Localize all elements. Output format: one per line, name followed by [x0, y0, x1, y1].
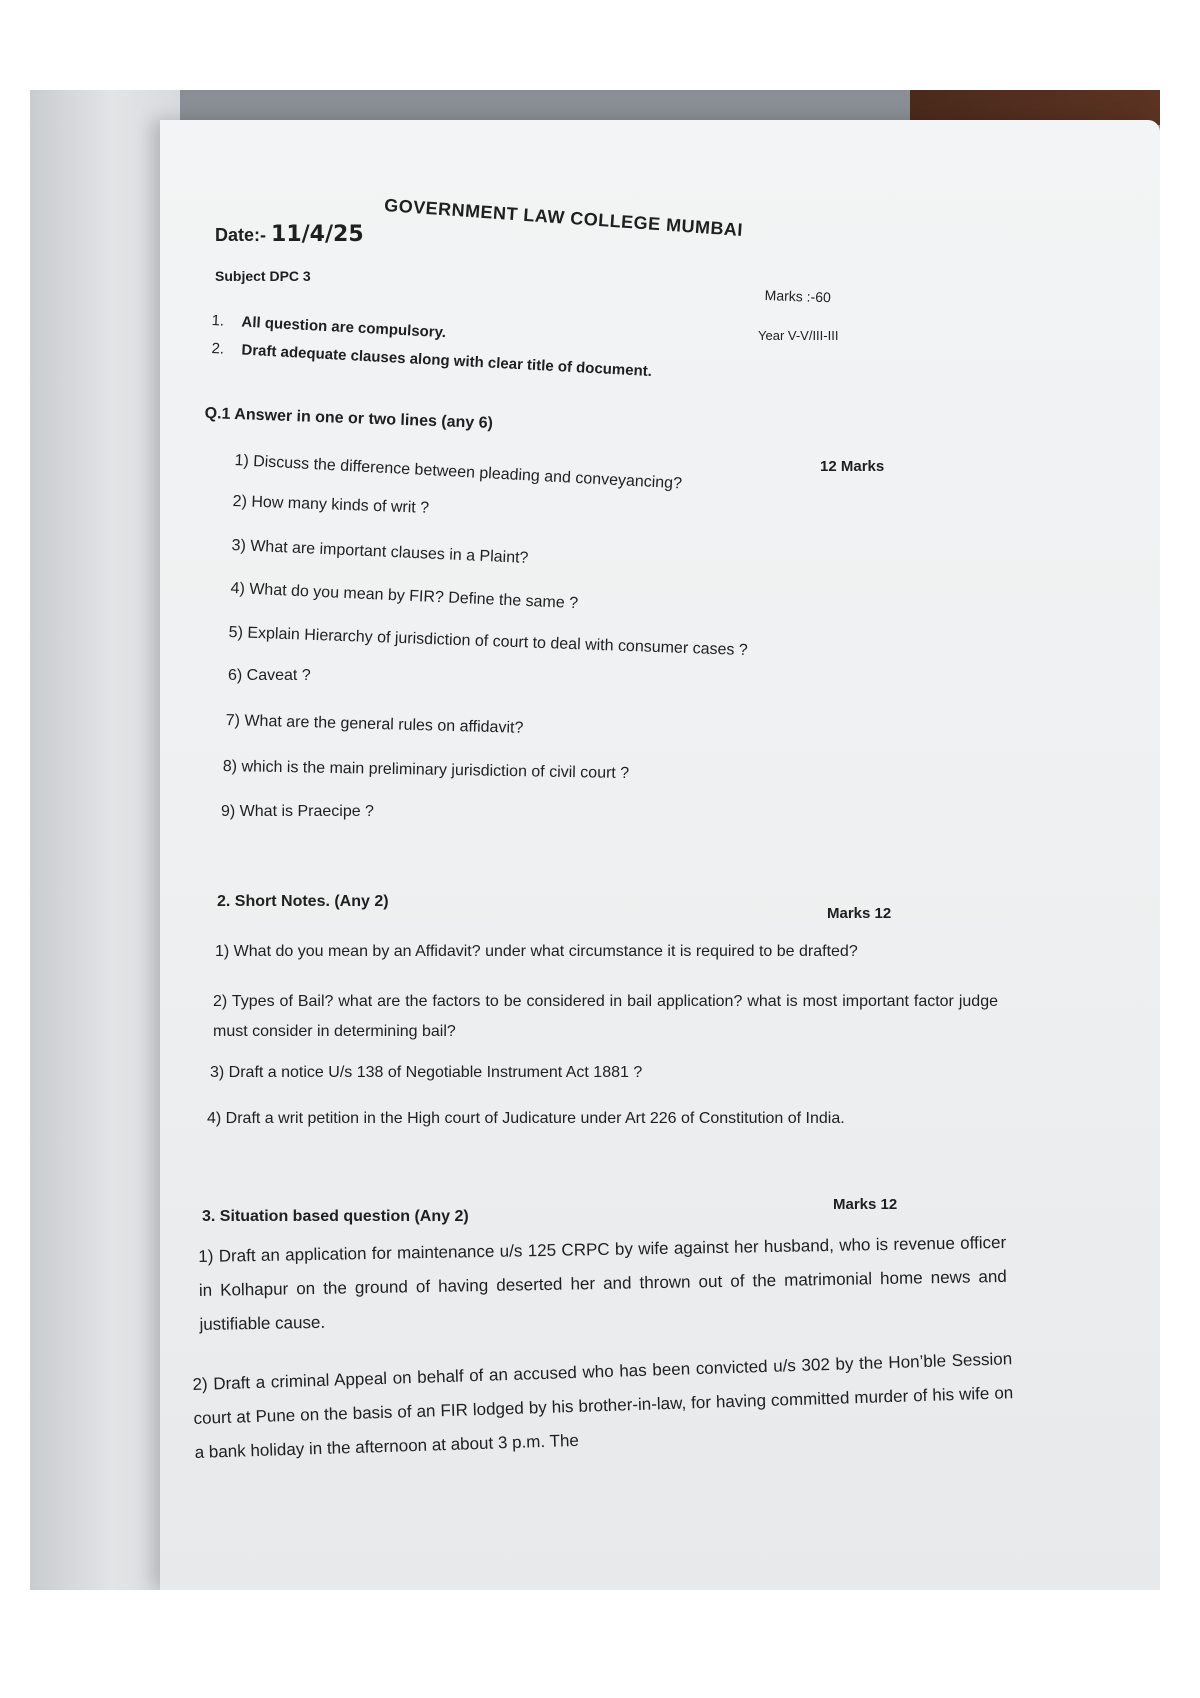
total-marks: Marks :-60	[764, 287, 832, 306]
date-label: Date:-	[215, 225, 267, 245]
question-item: 3) What are important clauses in a Plaint?	[231, 537, 529, 567]
question-item: 8) which is the main preliminary jurisdiction of civil court ?	[222, 758, 630, 783]
question-item: 4) What do you mean by FIR? Define the same ?	[230, 580, 579, 613]
section1-heading: Q.1 Answer in one or two lines (any 6)	[204, 405, 494, 433]
situation-question: 1) Draft an application for maintenance u/s 125 CRPC by wife against her husband, who is revenue officer in Kolhapur on the ground of having deserted her and thrown out of the matrimonial home news and justifiable cause.	[198, 1232, 1007, 1334]
section3-heading: 3. Situation based question (Any 2)	[202, 1208, 469, 1225]
question-item: 2) How many kinds of writ ?	[232, 493, 430, 517]
question-item: 7) What are the general rules on affidavit?	[225, 712, 524, 737]
question-item: 1) Discuss the difference between pleading and conveyancing?	[234, 452, 683, 493]
short-note-item: 3) Draft a notice U/s 138 of Negotiable Instrument Act 1881 ?	[210, 1064, 643, 1081]
college-title: GOVERNMENT LAW COLLEGE MUMBAI	[383, 195, 744, 241]
instruction-text: All question are compulsory.	[241, 313, 447, 342]
section1-marks: 12 Marks	[820, 458, 885, 475]
section3-marks: Marks 12	[833, 1196, 898, 1213]
section2-marks: Marks 12	[827, 905, 892, 922]
short-note-item: 1) What do you mean by an Affidavit? under what circumstance it is required to be drafted?	[215, 943, 858, 960]
instruction-number: 1.	[211, 312, 225, 330]
short-note-item: 2) Types of Bail? what are the factors to be considered in bail application? what is most important factor judge must consider in determining bail?	[213, 993, 998, 1040]
subject-line: Subject DPC 3	[215, 268, 311, 284]
instruction-item	[211, 312, 446, 341]
question-item: 5) Explain Hierarchy of jurisdiction of court to deal with consumer cases ?	[228, 624, 749, 660]
instruction-text: Draft adequate clauses along with clear title of document.	[241, 341, 653, 381]
short-note-item: 4) Draft a writ petition in the High court of Judicature under Art 226 of Constitution of India.	[207, 1110, 845, 1127]
instruction-number: 2.	[211, 340, 225, 358]
section2-heading: 2. Short Notes. (Any 2)	[217, 893, 389, 910]
question-item: 6) Caveat ?	[228, 667, 311, 684]
year-line: Year V-V/III-III	[758, 328, 839, 343]
date-line	[215, 222, 364, 247]
question-item: 9) What is Praecipe ?	[221, 803, 374, 820]
date-value: 11/4/25	[271, 222, 364, 247]
situation-question: 2) Draft a criminal Appeal on behalf of an accused who has been convicted u/s 302 by the Hon’ble Session court at Pune on the basis of an FIR lodged by his brother-in-law, for having committed murder of his wife on a bank holiday in the afternoon at about 3 p.m. The	[192, 1349, 1014, 1462]
instruction-item	[211, 340, 652, 380]
